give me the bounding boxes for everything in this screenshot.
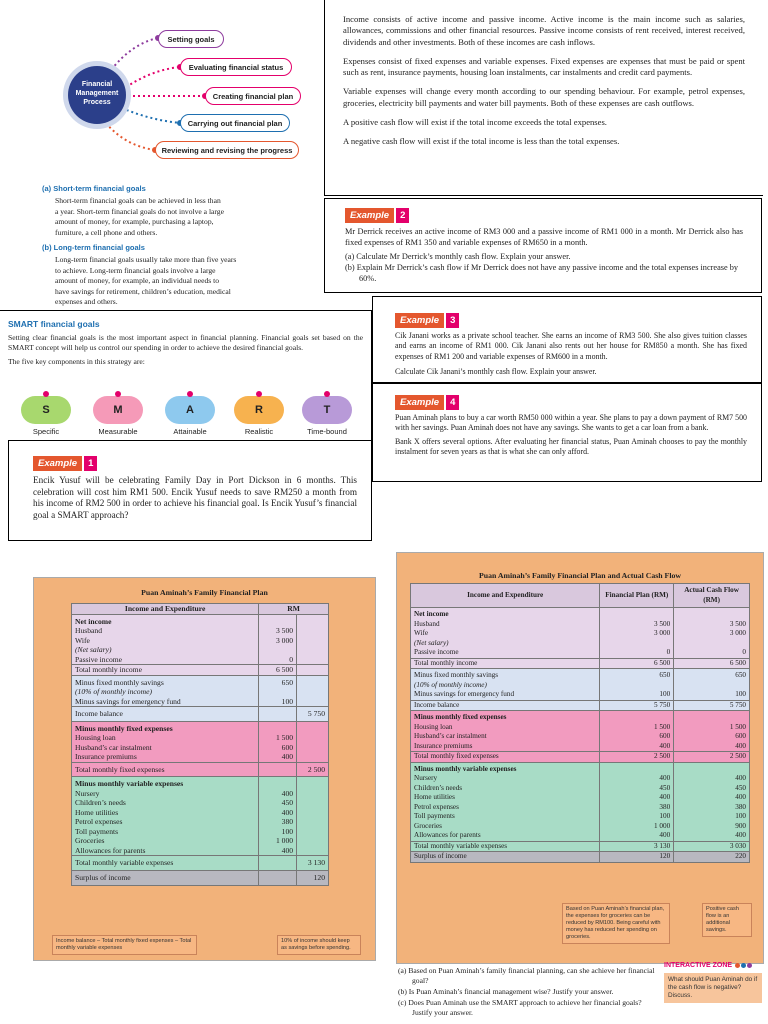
col-header-plan: Financial Plan (RM): [600, 584, 674, 608]
smart-cloud-t: T: [302, 396, 352, 424]
actual-note-groceries: Based on Puan Aminah’s financial plan, the expenses for groceries can be reduced by RM100. Being careful with money has reduced her spending on groceries.: [562, 903, 670, 944]
step-evaluating: Evaluating financial status: [180, 58, 292, 76]
example-4: [372, 383, 762, 482]
people-icon: [735, 963, 752, 968]
positive-cash-flow: A positive cash flow will exist if the total income exceeds the total expenses.: [343, 117, 607, 128]
smart-paragraph: Setting clear financial goals is the most important aspect in financial planning. Financial goals set based on the SMART concept will help us control our spending in order to achieve the desired financial goals.: [8, 333, 363, 353]
example-2-question-a: (a) Calculate Mr Derrick’s monthly cash flow. Explain your answer.: [345, 252, 571, 261]
question-b: (b) Is Puan Aminah’s financial management wise? Justify your answer.: [398, 987, 614, 996]
example-3: [372, 296, 762, 383]
col-header-rm: RM: [259, 604, 329, 615]
expenses-paragraph: Expenses consist of fixed expenses and variable expenses. Fixed expenses are expenses that must be paid or spent such as rent, insurance payments, housing loan instalments, car instalments and credit card payments.: [343, 55, 745, 78]
example-1-badge: Example 1: [33, 456, 97, 471]
short-term-heading: (a) Short-term financial goals: [42, 184, 146, 193]
example-2: [324, 198, 762, 293]
interactive-zone: [664, 962, 762, 1020]
smart-label-attainable: Attainable: [173, 427, 207, 436]
step-reviewing: Reviewing and revising the progress: [155, 141, 299, 159]
smart-cloud-a: A: [165, 396, 215, 424]
long-term-body: Long-term financial goals usually take more than five years to achieve. Long-term financial goals involve a large amount of money, for example, an individual needs to have savings for retirement, children’s education, medical expenses and others.: [55, 255, 237, 307]
example-3-question: Calculate Cik Janani’s monthly cash flow. Explain your answer.: [395, 367, 597, 377]
process-center-label: Financial Management Process: [75, 81, 119, 106]
income-expenses-panel: [324, 0, 763, 196]
step-setting-goals: Setting goals: [158, 30, 224, 48]
connector-2: [122, 67, 180, 90]
example-2-badge: Example 2: [345, 208, 409, 223]
discussion-questions: [398, 966, 660, 1019]
example-4-text: Puan Aminah plans to buy a car worth RM50 000 within a year. She plans to pay a down payment of RM7 500 with her savings. Puan Aminah does not have any savings. She wants to get a car loan from a bank.: [395, 413, 747, 433]
process-panel: [0, 0, 322, 310]
question-c: (c) Does Puan Aminah use the SMART approach to achieve her financial goals? Justify your answer.: [398, 998, 642, 1017]
example-3-badge: Example 3: [395, 313, 459, 328]
example-2-text: Mr Derrick receives an active income of RM3 000 and a passive income of RM1 000 in a month. Mr Derrick also has fixed expenses of RM1 350 and variable expenses of RM650 in a month.: [345, 227, 743, 247]
short-term-body: Short-term financial goals can be achieved in less than a year. Short-term financial goals do not involve a large amount of money, for example, purchasing a laptop, furniture, a cell phone and others.: [55, 196, 224, 237]
smart-title: SMART financial goals: [8, 319, 100, 329]
question-a: (a) Based on Puan Aminah’s family financial planning, can she achieve her financial goal?: [398, 966, 655, 985]
col-header-actual: Actual Cash Flow (RM): [674, 584, 750, 608]
example-4-badge: Example 4: [395, 395, 459, 410]
example-3-text: Cik Janani works as a private school teacher. She earns an income of RM3 500. She also gives tuition classes and earns an income of RM1 000. Cik Janani also rents out her house for RM850 a month. She has fixed expenses of RM1 200 and variable expenses of RM600 in a month.: [395, 331, 747, 361]
long-term-heading: (b) Long-term financial goals: [42, 243, 145, 252]
interactive-zone-question: What should Puan Aminah do if the cash flow is negative? Discuss.: [664, 973, 762, 1003]
col-header-income: Income and Expenditure: [72, 604, 259, 615]
example-1: [8, 440, 372, 541]
step-carrying-out: Carrying out financial plan: [180, 114, 290, 132]
smart-label-specific: Specific: [32, 427, 60, 436]
col-header-income: Income and Expenditure: [411, 584, 600, 608]
smart-cloud-s: S: [21, 396, 71, 424]
actual-cash-flow-title: Puan Aminah’s Family Financial Plan and Actual Cash Flow: [478, 571, 682, 580]
connector-4: [122, 108, 180, 123]
plan-note-surplus: Income balance – Total monthly fixed expenses – Total monthly variable expenses: [52, 935, 197, 955]
negative-cash-flow: A negative cash flow will exist if the total income is less than the total expenses.: [343, 136, 620, 147]
plan-note-savings: 10% of income should keep as savings before spending.: [277, 935, 361, 955]
example-2-question-b: (b) Explain Mr Derrick’s cash flow if Mr Derrick does not have any passive income and the total expenses increase by 60%.: [345, 263, 739, 283]
financial-plan-table: Income and Expenditure RM Net income Husband Wife (Net salary) Passive income 3 500 3 000 0 Total monthly income 6 500 Minus fixed monthly savings (10% of monthly income) Minus savings for emergency fund 650 100 Income balance 5 750 Minus monthly fixed expenses Housing loan Husband’s car instalment Insurance premiums 1 500 600 400 Total monthly fixed expenses 2 500 Minus monthly variable expenses Nursery Children’s needs Home utilities Petrol expenses Toll payments Groceries Allowances for parents 400 450 400 380 100 1 000 400 Total monthly variable expenses 3 130 Surplus of income 120: [71, 603, 329, 886]
interactive-zone-heading: INTERACTIVE ZONE: [664, 962, 733, 969]
actual-cash-flow-table: Income and Expenditure Financial Plan (RM) Actual Cash Flow (RM) Net income Husband Wife (Net salary) Passive income 3 500 3 000 0 3 500 3 000 0 Total monthly income 6 500 6 500 Minus fixed monthly savings (10% of monthly income) Minus savings for emergency fund 650 100 650 100 Income balance 5 750 5 750 Minus monthly fixed expenses Housing loan Husband’s car instalment Insurance premiums 1 500 600 400 1 500 600 400 Total monthly fixed expenses 2 500 2 500 Minus monthly variable expenses Nursery Children’s needs Home utilities Petrol expenses Toll payments Groceries Allowances for parents 400 450 400 380 100 1 000 400 400 450 400 380 100 900 400 Total monthly variable expenses 3 130 3 030 Surplus of income 120 220: [410, 583, 750, 863]
smart-label-measurable: Measurable: [98, 427, 138, 436]
smart-cloud-r: R: [234, 396, 284, 424]
smart-cloud-m: M: [93, 396, 143, 424]
actual-note-positive: Positive cash flow is an additional savings.: [702, 903, 752, 937]
financial-plan-title: Puan Aminah’s Family Financial Plan: [141, 588, 268, 597]
smart-label-realistic: Realistic: [244, 427, 274, 436]
income-paragraph: Income consists of active income and passive income. Active income is the main income such as salaries, allowances, commissions and other financial resources. Passive income consists of rent received, interest received, dividends and other investments. Both of these incomes are cash inflows.: [343, 14, 745, 47]
smart-label-time-bound: Time-bound: [307, 427, 347, 436]
step-creating-plan: Creating financial plan: [205, 87, 301, 105]
smart-components-intro: The five key components in this strategy are:: [8, 357, 145, 367]
variable-expenses-paragraph: Variable expenses will change every month according to our spending behaviour. For example, petrol expenses, groceries, electricity bill payments and water bill payments. Both of these expenses are cash outflows.: [343, 86, 745, 108]
example-1-text: Encik Yusuf will be celebrating Family Day in Port Dickson in 6 months. This celebration will cost him RM1 500. Encik Yusuf needs to save RM250 a month from his income of RM2 500 in order to achieve his financial goal. Is Encik Yusuf’s financial goal a SMART approach?: [33, 475, 357, 520]
example-4-text-2: Bank X offers several options. After evaluating her financial status, Puan Aminah chooses to pay the monthly instalment for seven years as that is what she can only afford.: [395, 436, 747, 457]
